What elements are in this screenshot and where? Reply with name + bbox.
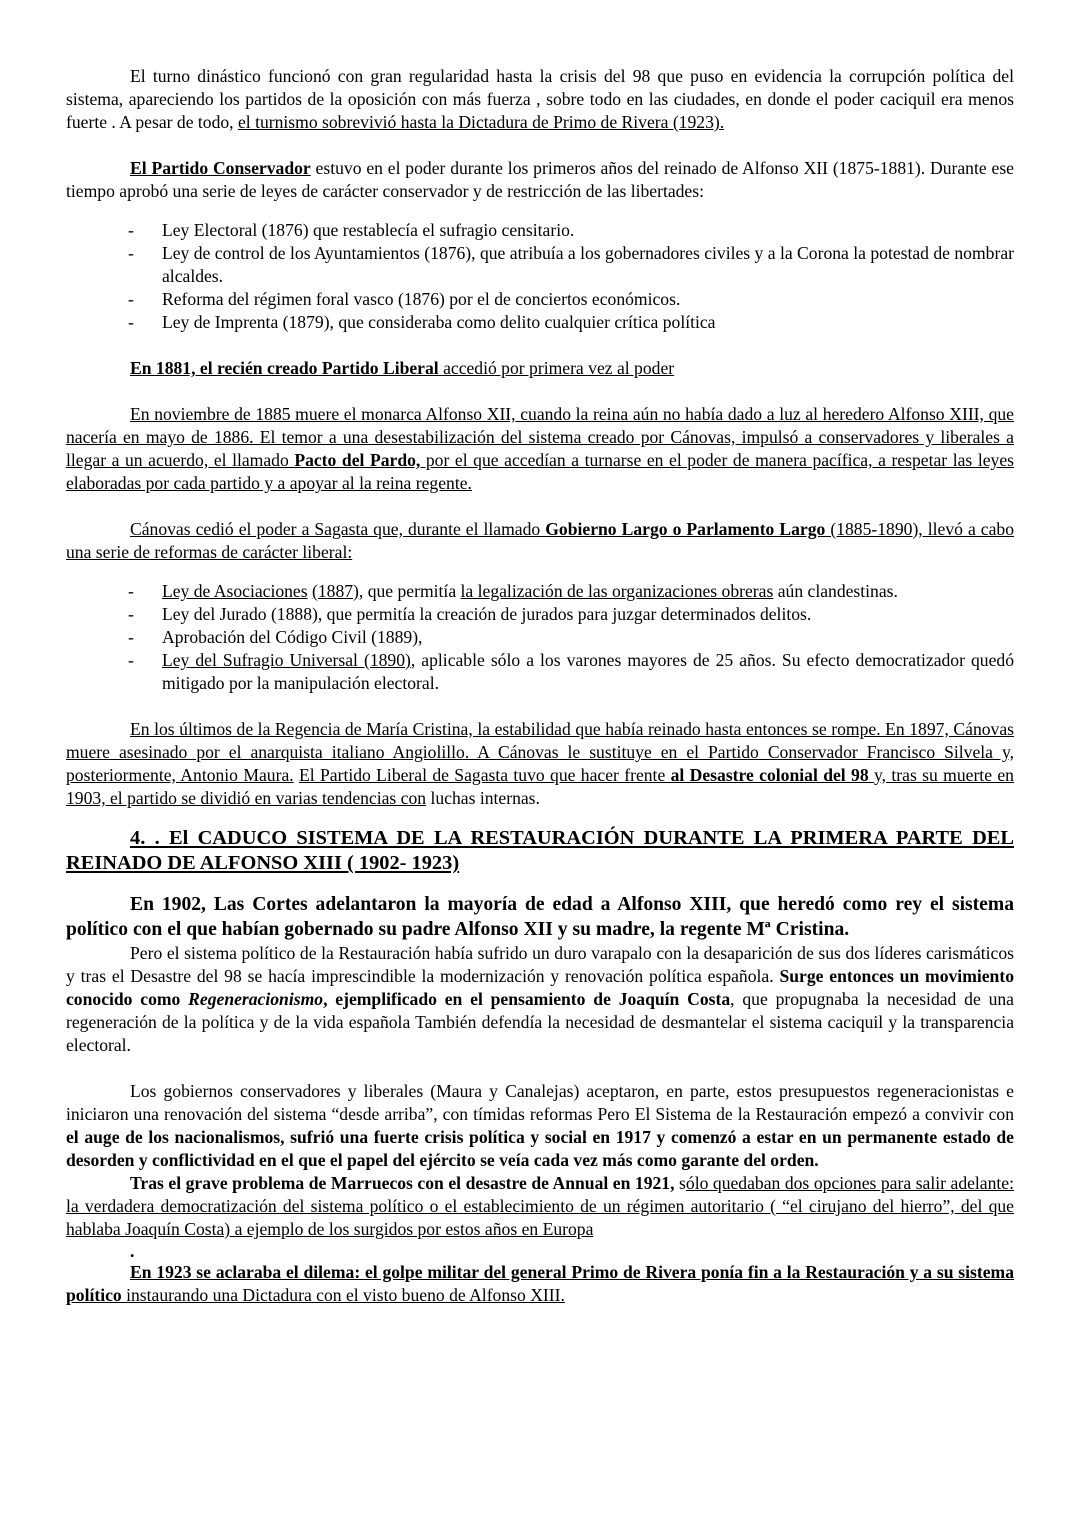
spacer <box>66 695 1014 718</box>
bold-underlined-text: En 1881, el recién creado Partido Liberal <box>130 358 439 378</box>
text: por el que accedían a turnarse en el poder de manera pacífica, a respetar las leyes elaboradas por cada partido y a apoyar al la reina regente. <box>66 450 1014 493</box>
stray-dot: . <box>130 1241 135 1261</box>
bold-text: Tras el grave problema de Marruecos con el desastre de Annual en 1921, <box>130 1173 675 1193</box>
text: (1885-1890), llevó a cabo una serie de reformas de carácter liberal: <box>66 519 1014 562</box>
paragraph-partido-liberal <box>66 357 1014 380</box>
spacer <box>66 876 1014 892</box>
underlined-text: y, tras su muerte en 1903, el partido se dividió en varias tendencias con <box>66 765 1014 808</box>
underlined-text: ólo quedaban dos opciones para salir adelante: la verdadera democratización del sistema político o el establecimiento de un régimen autoritario ( “el cirujano del hierro”, del que hablaba Joaquín Costa) a ejemplo de los surgidos por estos años en Europa <box>66 1173 1015 1239</box>
list-item: - Ley Electoral (1876) que restablecía el sufragio censitario. <box>162 219 1014 242</box>
paragraph-regeneracionismo <box>66 942 1014 1057</box>
text: En noviembre de 1885 muere el monarca Alfonso XII, cuando la reina aún no había dado a luz al heredero Alfonso XIII, que nacería en mayo de 1886. El temor a una desestabilización del sistema creado por Cánovas, impulsó a conservadores y liberales a llegar a un acuerdo, el llamado <box>66 404 1014 470</box>
text: El turno dinástico funcionó con gran regularidad hasta la crisis del 98 que puso en evidencia la corrupción política del sistema, apareciendo los partidos de la oposición con más fuerza , sobre todo en las ciudades, en donde el poder caciquil era menos fuerte . A pesar de todo, <box>66 66 1014 132</box>
section-heading: 4. . El CADUCO SISTEMA DE LA RESTAURACIÓN DURANTE LA PRIMERA PARTE DEL REINADO DE ALFONSO XIII ( 1902- 1923) <box>66 827 1014 874</box>
spacer <box>66 495 1014 518</box>
list-item: - Ley del Jurado (1888), que permitía la creación de jurados para juzgar determinados delitos. <box>162 603 1014 626</box>
text: Pero el sistema político de la Restauración había sufrido un duro varapalo con la desaparición de sus dos líderes carismáticos y tras el Desastre del 98 se hacía imprescindible la modernización y renovación política española. <box>66 943 1014 986</box>
spacer <box>66 334 1014 357</box>
paragraph-pacto-del-pardo <box>66 403 1014 495</box>
text: aún clandestinas. <box>773 581 898 601</box>
list-item: - Aprobación del Código Civil (1889), <box>162 626 1014 649</box>
spacer <box>66 810 1014 826</box>
spacer <box>66 203 1014 219</box>
list-item: - Ley de Imprenta (1879), que consideraba como delito cualquier crítica política <box>162 311 1014 334</box>
bold-underlined-text: al Desastre colonial del 98 <box>670 765 874 785</box>
text: , aplicable sólo a los varones mayores de 25 años. Su efecto democratizador quedó mitigado por la manipulación electoral. <box>162 650 1014 693</box>
underlined-text: Ley de Asociaciones <box>162 581 308 601</box>
paragraph-gobierno-largo <box>66 518 1014 564</box>
text: Los gobiernos conservadores y liberales (Maura y Canalejas) aceptaron, en parte, estos presupuestos regeneracionistas e iniciaron una renovación del sistema “desde arriba”, con tímidas reformas Pero El Sistema de la Restauración empezó a convivir con <box>66 1081 1014 1124</box>
text: , que permitía <box>358 581 461 601</box>
spacer <box>66 564 1014 580</box>
paragraph-gobiernos <box>66 1080 1014 1172</box>
text: luchas internas. <box>426 788 540 808</box>
text: estuvo en el poder durante los primeros años del reinado de Alfonso XII (1875-1881). Durante ese tiempo aprobó una serie de leyes de carácter conservador y de restricción de las libertades: <box>66 158 1014 201</box>
paragraph-partido-conservador <box>66 157 1014 203</box>
text: , que propugnaba la necesidad de una regeneración de la política y de la vida española También defendía la necesidad de desmantelar el sistema caciquil y la transparencia electoral. <box>66 989 1014 1055</box>
paragraph-regencia <box>66 718 1014 810</box>
conservative-laws-list <box>66 219 1014 334</box>
bold-underlined-text: El Partido Conservador <box>130 158 311 178</box>
bold-underlined-text: En 1923 se aclaraba el dilema: el golpe militar del general Primo de Rivera ponía fin a la Restauración y a su sistema político <box>66 1262 1014 1305</box>
underlined-text: accedió por primera vez al poder <box>438 358 675 378</box>
liberal-reforms-list <box>66 580 1014 695</box>
bold-text: el auge de los nacionalismos, sufrió una fuerte crisis política y social en 1917 y comenzó a estar en un permanente estado de desorden y conflictividad en el que el papel del ejército se veía cada vez más como garante del orden. <box>66 1127 1014 1170</box>
underlined-text: instaurando una Dictadura con el visto bueno de Alfonso XIII. <box>121 1285 565 1305</box>
bold-text: Gobierno Largo o Parlamento Largo <box>545 519 826 539</box>
underlined-text: el turnismo sobrevivió hasta la Dictadura de Primo de Rivera (1923). <box>237 112 725 132</box>
underlined-text: El Partido Liberal de Sagasta tuvo que hacer frente <box>299 765 671 785</box>
bold-italic-text: Regeneracionismo <box>188 989 324 1009</box>
spacer <box>66 134 1014 157</box>
text: s <box>674 1173 686 1193</box>
list-item: - Ley de control de los Ayuntamientos (1876), que atribuía a los gobernadores civiles y a la Corona la potestad de nombrar alcaldes. <box>162 242 1014 288</box>
paragraph-dictadura <box>66 1261 1014 1307</box>
paragraph-mayoria-edad: En 1902, Las Cortes adelantaron la mayoría de edad a Alfonso XIII, que heredó como rey el sistema político con el que habían gobernado su padre Alfonso XII y su madre, la regente Mª Cristina. <box>66 894 1014 940</box>
bold-text: , ejemplificado en el pensamiento de Joaquín Costa <box>323 989 731 1009</box>
list-item <box>162 580 1014 603</box>
underlined-text: la legalización de las organizaciones obreras <box>460 581 774 601</box>
underlined-text: En los últimos de la Regencia de María Cristina, la estabilidad que había reinado hasta entonces se rompe. En 1897, Cánovas muere asesinado por el anarquista italiano Angiolillo. A Cánovas le sustituye en el Partido Conservador Francisco Silvela y, posteriormente, Antonio Maura. <box>66 719 1014 785</box>
spacer <box>66 1057 1014 1080</box>
underlined-text: (1887) <box>312 581 359 601</box>
underlined-text: Ley del Sufragio Universal (1890) <box>162 650 411 670</box>
list-item <box>162 649 1014 695</box>
paragraph-turno-dinastico <box>66 65 1014 134</box>
bold-text: Pacto del Pardo, <box>294 450 421 470</box>
paragraph-marruecos <box>66 1172 1014 1241</box>
bold-text: Surge entonces un movimiento conocido como <box>66 966 1014 1009</box>
spacer <box>66 380 1014 403</box>
list-item: - Reforma del régimen foral vasco (1876) por el de conciertos económicos. <box>162 288 1014 311</box>
text: Cánovas cedió el poder a Sagasta que, durante el llamado <box>130 519 546 539</box>
